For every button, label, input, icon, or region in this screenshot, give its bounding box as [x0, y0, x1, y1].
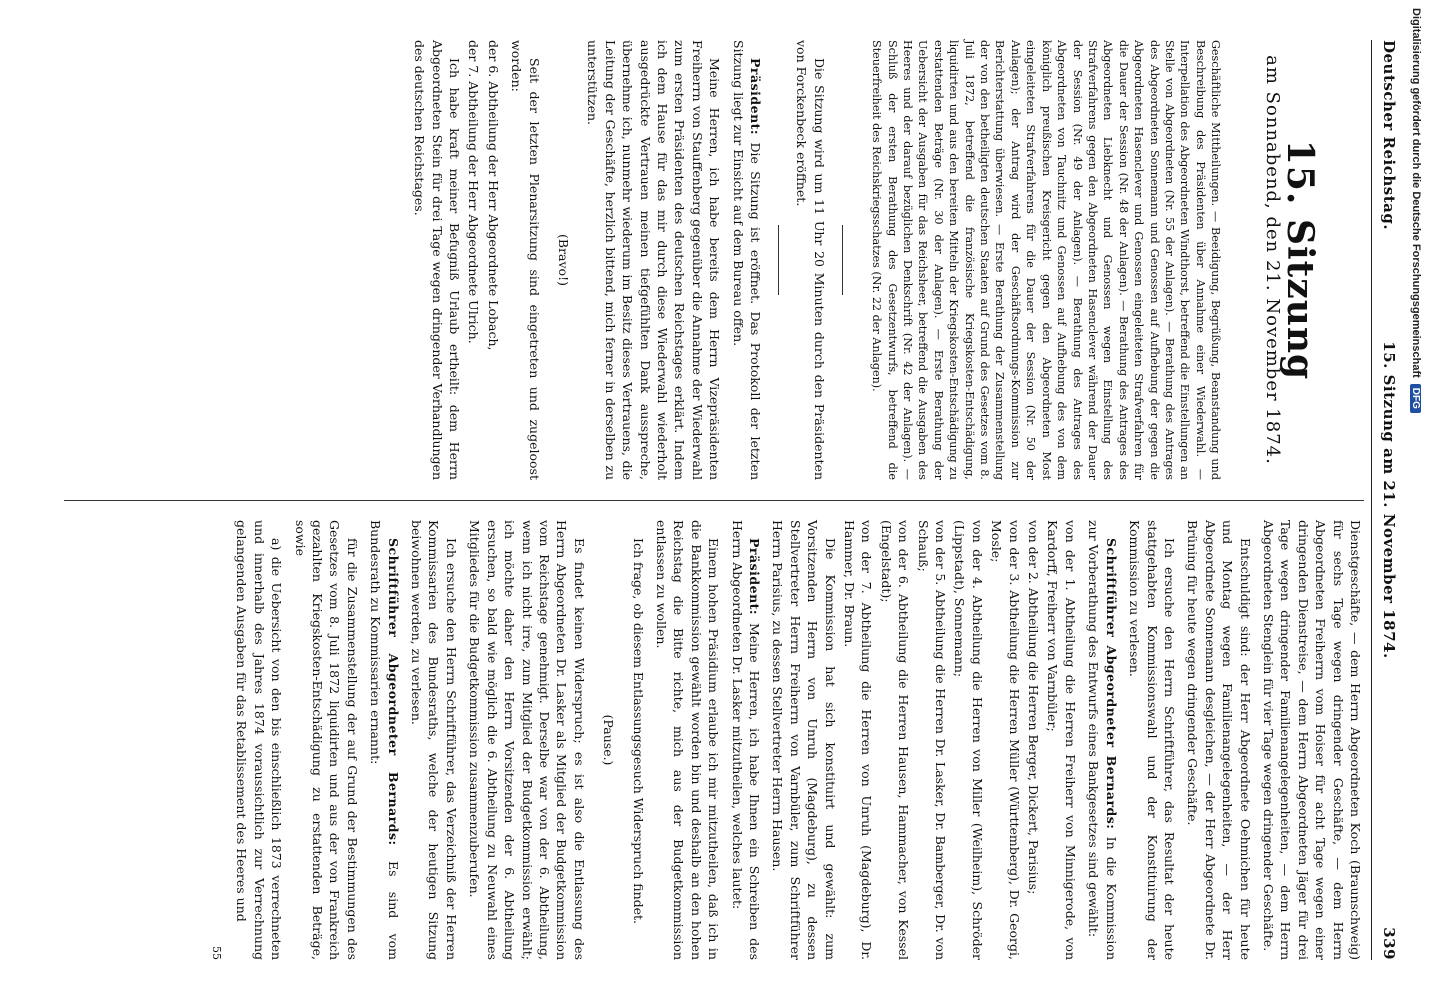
- paragraph-text: Die Sitzung ist eröffnet. Das Protokoll der letzten Sitzung liegt zur Einsicht auf dem Bureau offen.: [730, 40, 764, 480]
- president-paragraph-1: [729, 40, 764, 480]
- president-paragraph-2: Meine Herren, ich habe bereits dem Herrn Vizepräsidenten Freiherrn von Stauffenberg gegenüber die Annahme der Wiederwahl zum ersten Präsidenten des deutschen Reichstages erklärt. Indem ich dem Hause für das mir durch diese Wiederwahl wiederholt ausgedrückte Vertrauen meinen tiefgefühlten Dank ausspreche, übernehme ich, nunmehr wiederum im Besitz dieses Vertrauens, die Leitung der Geschäfte, herzlich bittend, mich ferner in derselben zu unterstützen.: [585, 40, 723, 480]
- running-head-session: 15. Sitzung am 21. November 1874.: [1380, 341, 1398, 659]
- paragraph-excused: Entschuldigt sind: der Herr Abgeordnete Oehmichen für heute und Montag wegen Familienangelegenheiten, — der Herr Abgeordnete Sonnemann desgleichen, — der Herr Abgeordnete Dr. Brüning für heute wegen dringender Geschäfte.: [1185, 520, 1253, 960]
- page-number: 339: [1380, 927, 1398, 960]
- list-item: der 7. Abtheilung der Herr Abgeordnete Ulrich.: [466, 40, 482, 344]
- funding-notice: Digitalisierung gefördert durch die Deutsche Forschungsgemeinschaft: [1410, 8, 1422, 378]
- list-item: von der 7. Abtheilung die Herren von Unruh (Magdeburg), Dr. Hammer, Dr. Braun.: [842, 520, 875, 960]
- list-item: von der 4. Abtheilung die Herren von Miller (Weilheim), Schröder (Lippstadt), Sonnemann;: [952, 520, 985, 960]
- paragraph-request: Ich ersuche den Herrn Schriftführer, das Resultat der heute stattgehabten Kommissionswahl und der Konstituirung der Kommission zu verlesen.: [1127, 520, 1177, 960]
- paragraph-commission-subject: für die Zusammenstellung der auf Grund der Bestimmungen des Gesetzes vom 8. Juli 1872 liquidirten und aus der von Frankreich gezahlten Kriegskosten-Entschädigung zu erstattenden Beträge, sowie: [292, 520, 360, 960]
- paragraph-leave-continued: Dienstgeschäfte, — dem Herrn Abgeordneten Koch (Braunschweig) für sechs Tage wegen dringender Geschäfte, — dem Herrn Abgeordneten Freiherrn vom Hoiser für acht Tage wegen einer dringenden Dienstreise, — dem Herrn Abgeordneten Jäger für drei Tage wegen dringender Familienangelegenheiten, — dem Herrn Abgeordneten Stenglein für vier Tage wegen dringender Geschäfte.: [1260, 520, 1363, 960]
- dfg-logo: DFG: [1410, 384, 1421, 413]
- secretary-paragraph-2: [367, 520, 402, 960]
- speaker-label: Präsident:: [747, 538, 762, 616]
- paragraph-subitem-a: a) die Uebersicht von den bis einschließlich 1873 verrechneten und innerhalb des Jahres 1874 voraussichtlich zur Verrechnung gelangenden Ausgaben für das Retablissement des Heeres und: [234, 520, 285, 960]
- list-item: von der 6. Abtheilung die Herren Hausen, Hammacher, von Kessel (Engelstadt);: [878, 520, 912, 960]
- paragraph-text: In die Kommission zur Vorberathung des Entwurfs eines Bankgesetzes sind gewählt:: [1086, 520, 1119, 961]
- signature-mark: 55: [210, 946, 224, 960]
- running-head-title: Deutscher Reichstag.: [1380, 40, 1398, 231]
- paragraph-text: Es sind vom Bundesrath zu Kommissarien ernannt:: [368, 520, 401, 960]
- applause-note: (Bravo!): [555, 234, 571, 286]
- president-paragraph: [728, 520, 763, 960]
- speaker-label: Schriftführer Abgeordneter Bernards:: [385, 538, 401, 846]
- list-item: von der 1. Abtheilung die Herren Freiherr von Minnigerode, von Kardorff, Freiherr von Varnbüler;: [1045, 520, 1078, 960]
- letter-quote: Einem hohen Präsidium erlaube ich mir mitzutheilen, daß ich in die Bankkommission gewählt worden bin und deshalb an den hohen Reichstag die Bitte richte, mich aus der Budgetkommission entlassen zu wollen.: [653, 520, 722, 960]
- digitization-note: [1400, 0, 1432, 1000]
- opening-paragraph: Die Sitzung wird um 11 Uhr 20 Minuten durch den Präsidenten von Forckenbeck eröffnet.: [794, 40, 827, 480]
- paragraph-no-objection: Es findet keinen Widerspruch; es ist also die Entlassung des Herrn Abgeordneten Dr. Lasker als Mitglied der Budgetkommission vom Reichstage genehmigt. Derselbe war von der 6. Abtheilung, wenn ich nicht irre, zum Mitglied der Budgetkommission erwählt; ich möchte daher den Herrn Vorsitzenden der 6. Abtheilung ersuchen, so bald wie möglich die 6. Abtheilung zu Neuwahl eines Mitgliedes für die Budgetkommission zusammenzuberufen.: [467, 520, 587, 960]
- paragraph-leave: Ich habe kraft meiner Befugniß Urlaub ertheilt: dem Herrn Abgeordneten Stein für drei Tage wegen dringender Verhandlungen des deutschen Reichstages.: [412, 40, 462, 480]
- column-divider: [64, 500, 1364, 501]
- speaker-label: Schriftführer Abgeordneter Bernards:: [1103, 538, 1119, 830]
- list-item: der 6. Abtheilung der Herr Abgeordnete Lobach,: [485, 40, 501, 351]
- secretary-paragraph: [1085, 520, 1120, 960]
- session-title: 15. Sitzung: [1279, 139, 1321, 381]
- session-date: am Sonnabend, den 21. November 1874.: [1261, 55, 1283, 465]
- paragraph-commissioners-request: Ich ersuche den Herrn Schriftführer, das Verzeichniß der Herren Kommissarien des Bundesraths, welche der heutigen Sitzung beiwohnen werden, zu verlesen.: [409, 520, 459, 960]
- right-column: [64, 520, 1364, 960]
- divider-rule: [842, 225, 843, 295]
- paragraph-new-members: Seit der letzten Plenarsitzung sind eingetreten und zugeloost worden:: [509, 40, 542, 480]
- left-column: [64, 40, 1364, 480]
- list-item: von der 2. Abtheilung die Herren Berger, Dickert, Parisius;: [1026, 520, 1042, 895]
- digitization-note-text: [1410, 8, 1422, 988]
- speaker-label: Präsident:: [748, 58, 764, 136]
- agenda-summary: Geschäftliche Mittheilungen. — Beeidigung, Begrüßung, Beanstandung und Beschreibung des Präsidenten über Annahme einer Wiederwahl. — Interpellation des Abgeordneten Windthorst, betreffend die Einstellungen an Stelle von Abgeordneten (Nr. 55 der Anlagen). — Berathung des Antrages des Abgeordneten Sonnemann und Genossen auf Aufhebung der gegen die Abgeordneten Hasenclever und Genossen eingeleiteten Strafverfahren für die Dauer der Session (Nr. 48 der Anlagen). — Berathung des Antrages des Abgeordneten Liebknecht und Genossen wegen Einstellung des Strafverfahrens gegen den Abgeordneten Hasenclever während der Dauer der Session (Nr. 49 der Anlagen). — Berathung des Antrages des Abgeordneten von Tauchnitz und Genossen auf Aufhebung des von dem königlich preußischen Kreisgericht gegen den Abgeordneten Most eingeleiteten Strafverfahrens für die Dauer der Session (Nr. 50 der Anlagen); der Antrag wird der Geschäftsordnungs-Kommission zur Berichterstattung überwiesen. — Erste Berathung der Zusammenstellung der von den betheiligten deutschen Staaten auf Grund des Gesetzes vom 8. Juli 1872, betreffend die französische Kriegskosten-Entschädigung, liquidirten und aus den bereiten Mitteln der Kriegskosten-Entschädigung zu erstattenden Beträge (Nr. 30 der Anlagen). — Erste Berathung der Uebersicht der Ausgaben für das Reichsheer, betreffend die Ausgaben des Heeres und der darauf bezüglichen Denkschrift (Nr. 42 der Anlagen). — Schluß der ersten Berathung des Gesetzentwurfs, betreffend die Steuerfreiheit des Reichskriegsschatzes (Nr. 22 der Anlagen).: [870, 40, 1223, 480]
- divider-rule: [778, 225, 779, 295]
- paragraph-text: Meine Herren, ich habe Ihnen ein Schreiben des Herrn Abgeordneten Dr. Lasker mitzutheilen, welches lautet:: [729, 520, 762, 960]
- paragraph-constitution: Die Kommission hat sich konstituirt und gewählt: zum Vorsitzenden Herrn von Unruh (Magdeburg), zu dessen Stellvertreter Herrn Freiherrn von Varnbüler, zum Schriftführer Herrn Parisius, zu dessen Stellvertreter Herrn Hausen.: [770, 520, 838, 960]
- pause-note: (Pause.): [601, 714, 617, 766]
- list-item: von der 5. Abtheilung die Herren Dr. Lasker, Dr. Bamberger, Dr. von Schauß;: [915, 520, 949, 960]
- paragraph-question: Ich frage, ob diesem Entlassungsgesuch Widerspruch findet.: [630, 538, 646, 925]
- list-item: von der 3. Abtheilung die Herren Müller (Württemberg), Dr. Georgi, Mosle;: [989, 520, 1022, 960]
